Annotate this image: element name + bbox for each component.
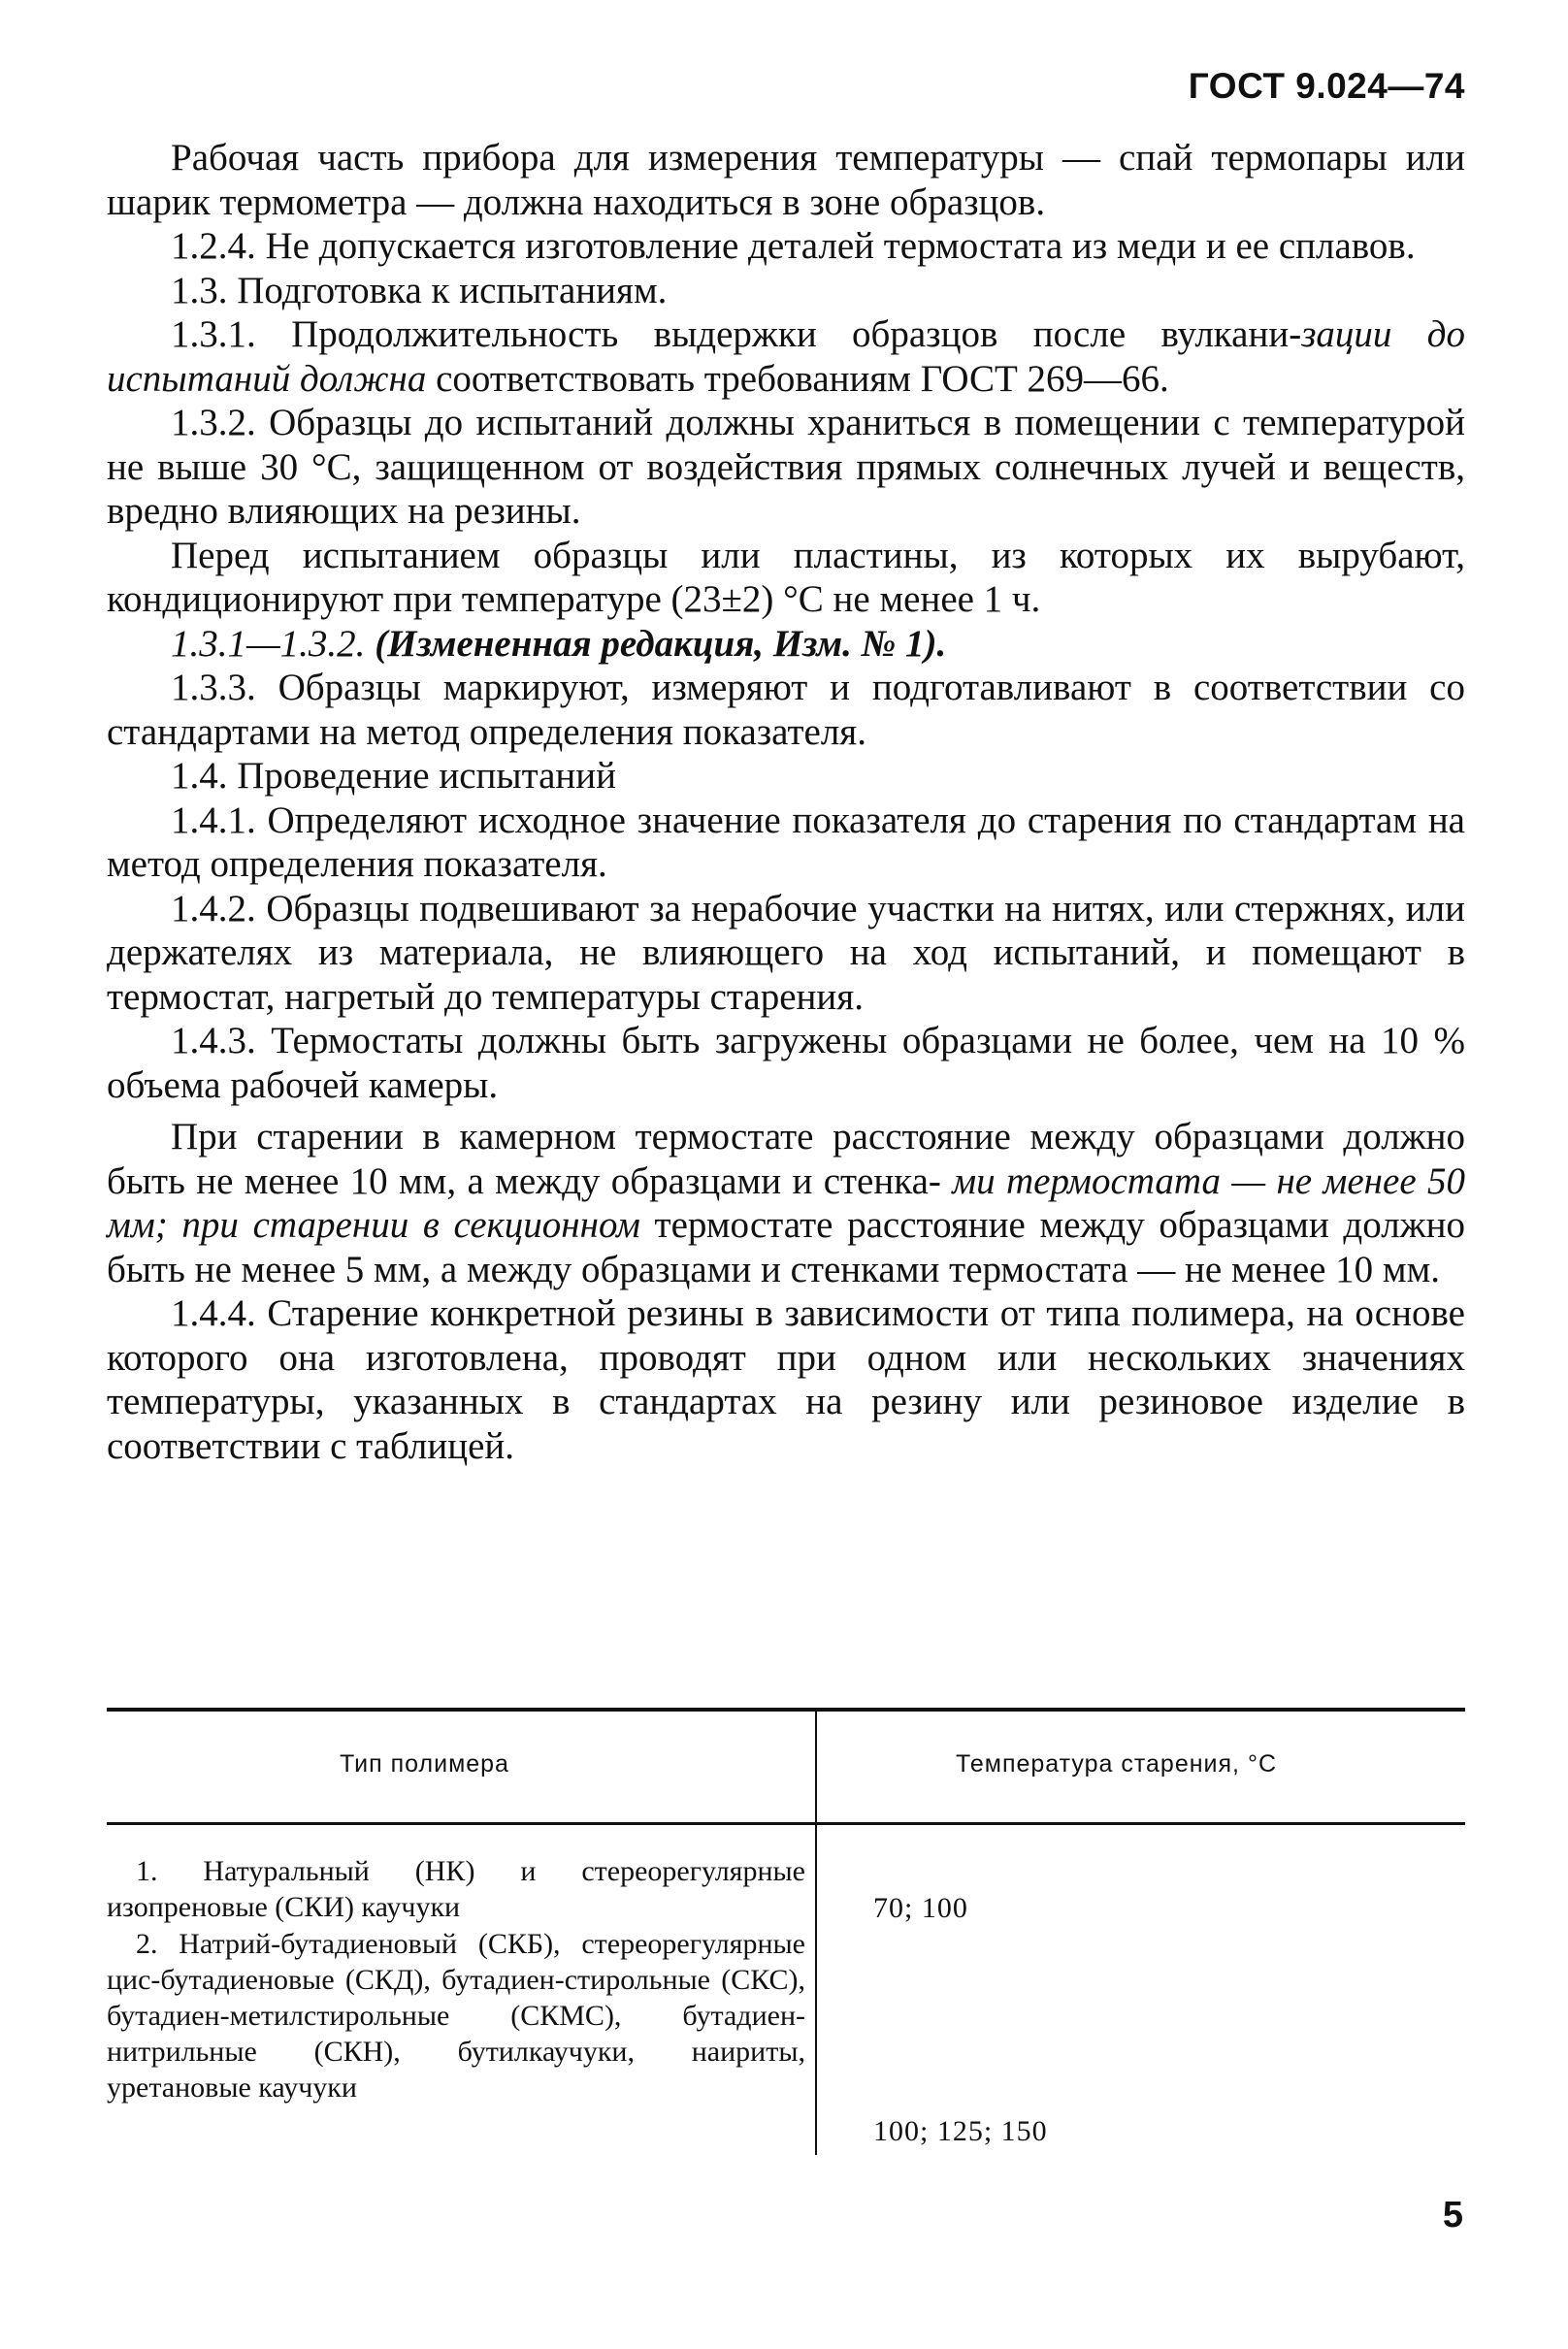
table-row-1-temperature: 70; 100 bbox=[873, 1892, 968, 1924]
table-header-divider bbox=[815, 1712, 817, 1822]
table-header-rule bbox=[107, 1822, 1465, 1825]
page-number: 5 bbox=[1442, 2195, 1463, 2235]
document-code-header: ГОСТ 9.024—74 bbox=[1188, 66, 1465, 106]
table-top-rule bbox=[107, 1708, 1465, 1712]
amendment-range: 1.3.1—1.3.2. bbox=[171, 622, 376, 665]
paragraph-1-3-1 bbox=[107, 312, 1465, 401]
paragraph-amendment bbox=[107, 622, 1465, 667]
paragraph-1-3-1-italic: зации до испытаний должна bbox=[107, 313, 1466, 400]
table-row-2-polymer: 2. Натрий-бутадиеновый (СКБ), стереорегулярные цис-бутадиеновые (СКД), бутадиен-стирольные (СКС), бутадиен-метилстирольные (СКМС), бутадиен-нитрильные (СКН), бутилкаучуки, наириты, уретановые каучуки bbox=[107, 1928, 805, 2104]
paragraph-spacing-end: термостате расстояние между образцами должно быть не менее 5 мм, а между образцами и стенками термостата — не менее 10 мм. bbox=[107, 1204, 1465, 1290]
paragraph-1-2-4: 1.2.4. Не допускается изготовление деталей термостата из меди и ее сплавов. bbox=[171, 225, 1416, 267]
paragraph-conditioning: Перед испытанием образцы или пластины, из которых их вырубают, кондиционируют при температуре (23±2) °С не менее 1 ч. bbox=[107, 534, 1465, 620]
paragraph-thermometer: Рабочая часть прибора для измерения температуры — спай термопары или шарик термометра — должна находиться в зоне образцов. bbox=[107, 137, 1465, 223]
paragraph-1-3-2: 1.3.2. Образцы до испытаний должны храниться в помещении с температурой не выше 30 °С, защищенном от воздействия прямых солнечных лучей и веществ, вредно влияющих на резины. bbox=[107, 402, 1465, 532]
table-header-polymer: Тип полимера bbox=[340, 1750, 509, 1778]
paragraph-1-3-1-end: соответствовать требованиям ГОСТ 269—66. bbox=[426, 357, 1169, 400]
paragraph-1-4-2: 1.4.2. Образцы подвешивают за нерабочие участки на нитях, или стержнях, или держателях из материала, не влияющего на ход испытаний, и помещают в термостат, нагретый до температуры старения. bbox=[107, 887, 1465, 1018]
table-row-1-polymer: 1. Натуральный (НК) и стереорегулярные изопреновые (СКИ) каучуки bbox=[107, 1855, 805, 1923]
paragraph-1-3-1-start: 1.3.1. Продолжительность выдержки образцов после вулкани- bbox=[171, 313, 1302, 355]
table-row-2-temperature: 100; 125; 150 bbox=[873, 2115, 1048, 2147]
paragraph-spacing bbox=[107, 1115, 1465, 1291]
paragraph-spacing-start: При старении в камерном термостате расстояние между образцами должно быть не менее 10 мм, а между образцами и стенка- bbox=[107, 1116, 1465, 1202]
paragraph-1-4-4: 1.4.4. Старение конкретной резины в зависимости от типа полимера, на основе которого она изготовлена, проводят при одном или нескольких значениях температуры, указанных в стандартах на резину или резиновое изделие в соответствии с таблицей. bbox=[107, 1292, 1465, 1467]
table-header-temperature: Температура старения, °С bbox=[956, 1750, 1277, 1778]
paragraph-1-3-3: 1.3.3. Образцы маркируют, измеряют и подготавливают в соответствии со стандартами на метод определения показателя. bbox=[107, 667, 1465, 753]
paragraph-1-3: 1.3. Подготовка к испытаниям. bbox=[171, 269, 668, 311]
amendment-note: (Измененная редакция, Изм. № 1). bbox=[375, 622, 947, 665]
paragraph-1-4-1: 1.4.1. Определяют исходное значение показателя до старения по стандартам на метод определения показателя. bbox=[107, 799, 1465, 885]
table-body-divider bbox=[815, 1825, 817, 2155]
paragraph-spacing-italic: ми термостата — не менее 50 мм; при старении в секционном bbox=[107, 1159, 1466, 1246]
body-text bbox=[107, 136, 1465, 1468]
paragraph-1-4-3: 1.4.3. Термостаты должны быть загружены образцами не более, чем на 10 % объема рабочей камеры. bbox=[107, 1020, 1465, 1106]
paragraph-1-4: 1.4. Проведение испытаний bbox=[171, 755, 617, 797]
